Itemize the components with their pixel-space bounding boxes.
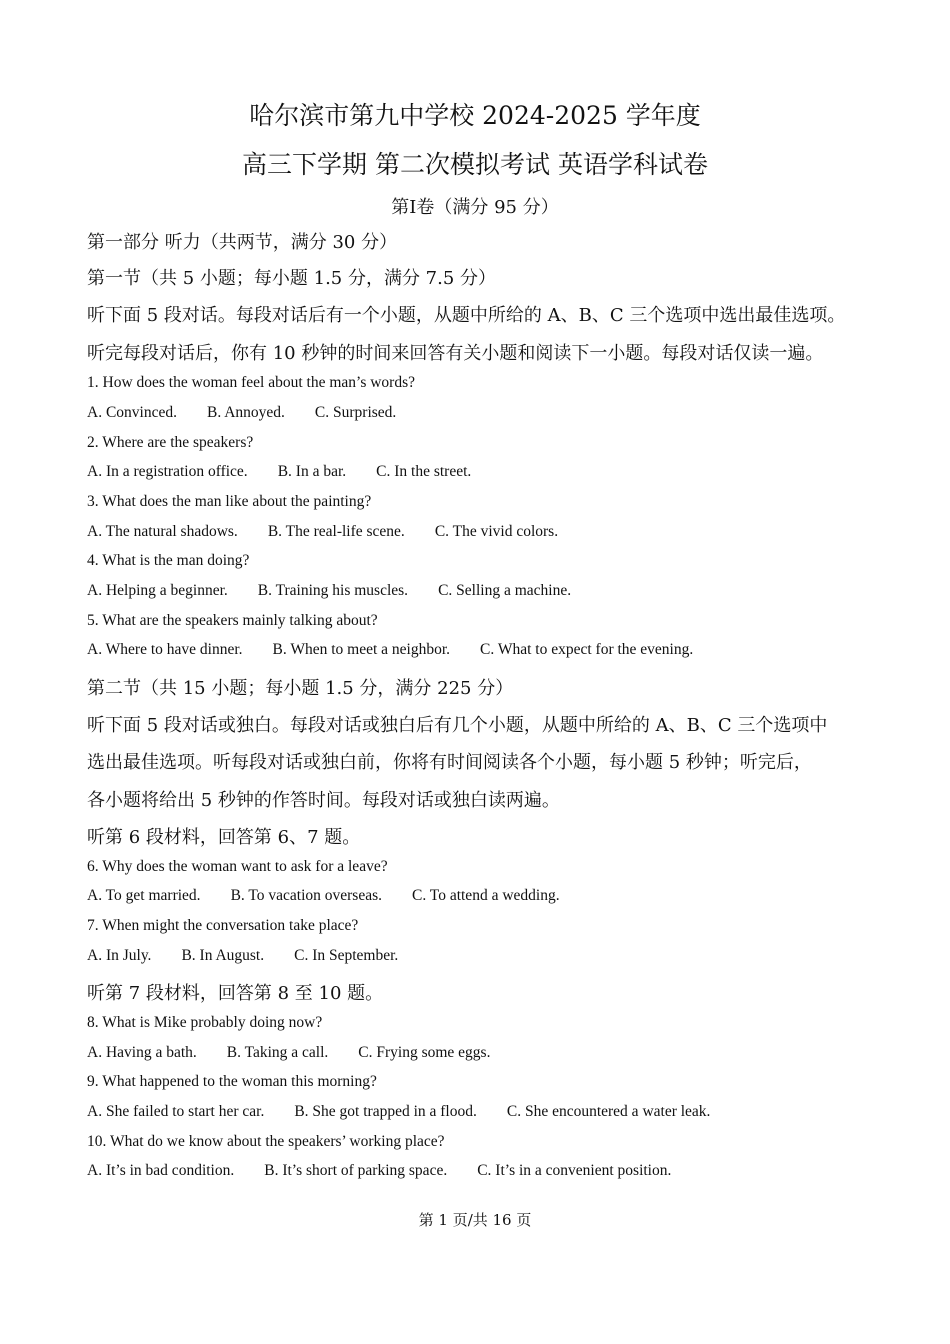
option-a: A. In July. xyxy=(87,947,152,964)
option-b: B. To vacation overseas. xyxy=(230,887,382,904)
section1-instruction-1: 听下面 5 段对话。每段对话后有一个小题，从题中所给的 A、B、C 三个选项中选出最佳选项。 xyxy=(87,305,846,326)
question-10-options xyxy=(87,1162,701,1180)
question-2-options xyxy=(87,463,501,481)
section2-heading: 第二节（共 15 小题；每小题 1.5 分，满分 225 分） xyxy=(87,678,514,699)
question-4-options xyxy=(87,582,601,600)
question-1: 1. How does the woman feel about the man’s words? xyxy=(87,374,416,391)
question-9-options xyxy=(87,1103,740,1121)
question-8-options xyxy=(87,1044,520,1062)
option-c: C. Surprised. xyxy=(314,404,397,421)
option-b: B. The real-life scene. xyxy=(267,523,405,540)
option-a: A. The natural shadows. xyxy=(87,523,238,540)
option-c: C. Selling a machine. xyxy=(438,582,572,599)
option-a: A. In a registration office. xyxy=(87,463,248,480)
option-b: B. Taking a call. xyxy=(226,1044,329,1061)
option-a: A. To get married. xyxy=(87,887,201,904)
option-a: A. Helping a beginner. xyxy=(87,582,228,599)
material-6-heading: 听第 6 段材料，回答第 6、7 题。 xyxy=(87,827,361,848)
option-a: A. She failed to start her car. xyxy=(87,1103,265,1120)
option-c: C. In the street. xyxy=(376,463,472,480)
option-b: B. It’s short of parking space. xyxy=(264,1162,448,1179)
material-7-heading: 听第 7 段材料，回答第 8 至 10 题。 xyxy=(87,983,384,1004)
option-b: B. In a bar. xyxy=(277,463,347,480)
option-c: C. She encountered a water leak. xyxy=(506,1103,711,1120)
page-footer: 第 1 页/共 16 页 xyxy=(418,1211,532,1229)
question-9: 9. What happened to the woman this morning? xyxy=(87,1073,377,1090)
option-b: B. In August. xyxy=(181,947,265,964)
exam-title-line2: 高三下学期 第二次模拟考试 英语学科试卷 xyxy=(242,150,708,179)
question-8: 8. What is Mike probably doing now? xyxy=(87,1014,323,1031)
option-b: B. Training his muscles. xyxy=(257,582,409,599)
question-1-options xyxy=(87,404,426,422)
exam-title-line1: 哈尔滨市第九中学校 2024-2025 学年度 xyxy=(249,101,701,130)
question-5: 5. What are the speakers mainly talking about? xyxy=(87,612,378,629)
question-7-options xyxy=(87,947,428,965)
question-3: 3. What does the man like about the painting? xyxy=(87,493,372,510)
option-b: B. She got trapped in a flood. xyxy=(294,1103,477,1120)
option-b: B. Annoyed. xyxy=(206,404,285,421)
volume-heading: 第Ⅰ卷（满分 95 分） xyxy=(391,197,559,218)
option-c: C. Frying some eggs. xyxy=(358,1044,491,1061)
option-c: C. It’s in a convenient position. xyxy=(477,1162,672,1179)
section1-heading: 第一节（共 5 小题；每小题 1.5 分，满分 7.5 分） xyxy=(87,268,497,289)
part1-heading: 第一部分 听力（共两节，满分 30 分） xyxy=(87,232,398,253)
question-6-options xyxy=(87,887,590,905)
option-b: B. When to meet a neighbor. xyxy=(272,641,451,658)
section1-instruction-2: 听完每段对话后，你有 10 秒钟的时间来回答有关小题和阅读下一小题。每段对话仅读一遍。 xyxy=(87,343,824,364)
question-7: 7. When might the conversation take place? xyxy=(87,917,359,934)
section2-instruction-3: 各小题将给出 5 秒钟的作答时间。每段对话或独白读两遍。 xyxy=(87,790,560,811)
question-6: 6. Why does the woman want to ask for a leave? xyxy=(87,858,388,875)
option-c: C. In September. xyxy=(294,947,399,964)
question-4: 4. What is the man doing? xyxy=(87,552,250,569)
option-a: A. Convinced. xyxy=(87,404,177,421)
option-c: C. The vivid colors. xyxy=(434,523,559,540)
section2-instruction-1: 听下面 5 段对话或独白。每段对话或独白后有几个小题，从题中所给的 A、B、C 三个选项中 xyxy=(87,715,828,736)
option-a: A. Having a bath. xyxy=(87,1044,197,1061)
question-5-options xyxy=(87,641,723,659)
question-2: 2. Where are the speakers? xyxy=(87,434,254,451)
question-3-options xyxy=(87,523,588,541)
option-a: A. It’s in bad condition. xyxy=(87,1162,235,1179)
section2-instruction-2: 选出最佳选项。听每段对话或独白前，你将有时间阅读各个小题，每小题 5 秒钟；听完后， xyxy=(87,752,812,773)
option-c: C. To attend a wedding. xyxy=(412,887,560,904)
option-a: A. Where to have dinner. xyxy=(87,641,243,658)
option-c: C. What to expect for the evening. xyxy=(480,641,694,658)
question-10: 10. What do we know about the speakers’ working place? xyxy=(87,1133,445,1150)
